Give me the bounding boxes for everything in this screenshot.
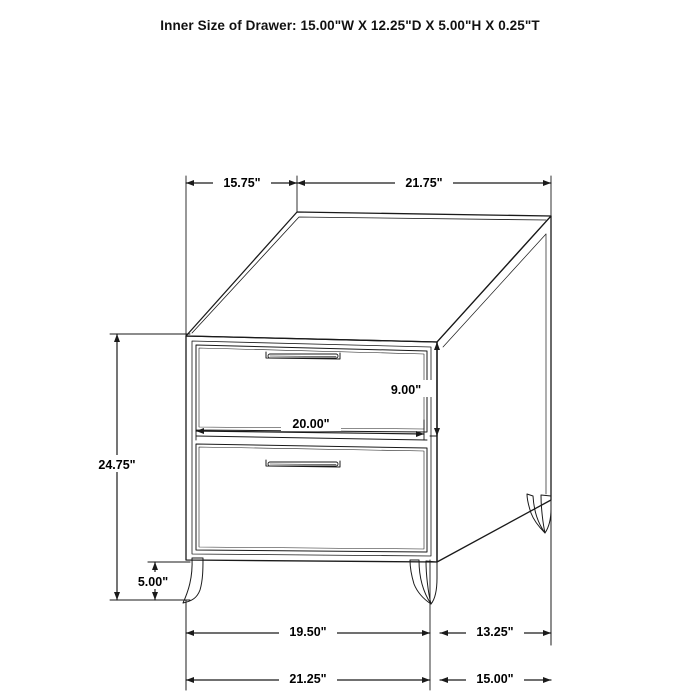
dim-base-width-right: 15.00" xyxy=(476,672,514,686)
dim-top-right: 21.75" xyxy=(405,176,443,190)
dim-bottom-side-depth: 13.25" xyxy=(476,625,514,639)
dim-leg-height: 5.00" xyxy=(137,575,169,589)
dim-drawer-front-width: 20.00" xyxy=(292,417,330,431)
dim-drawer-front-height: 9.00" xyxy=(390,383,422,397)
dim-base-width-left: 21.25" xyxy=(289,672,327,686)
page-title: Inner Size of Drawer: 15.00"W X 12.25"D X 5.00"H X 0.25"T xyxy=(160,18,540,33)
dim-total-height: 24.75" xyxy=(98,458,136,472)
dim-bottom-front-width: 19.50" xyxy=(289,625,327,639)
dim-top-left: 15.75" xyxy=(223,176,261,190)
